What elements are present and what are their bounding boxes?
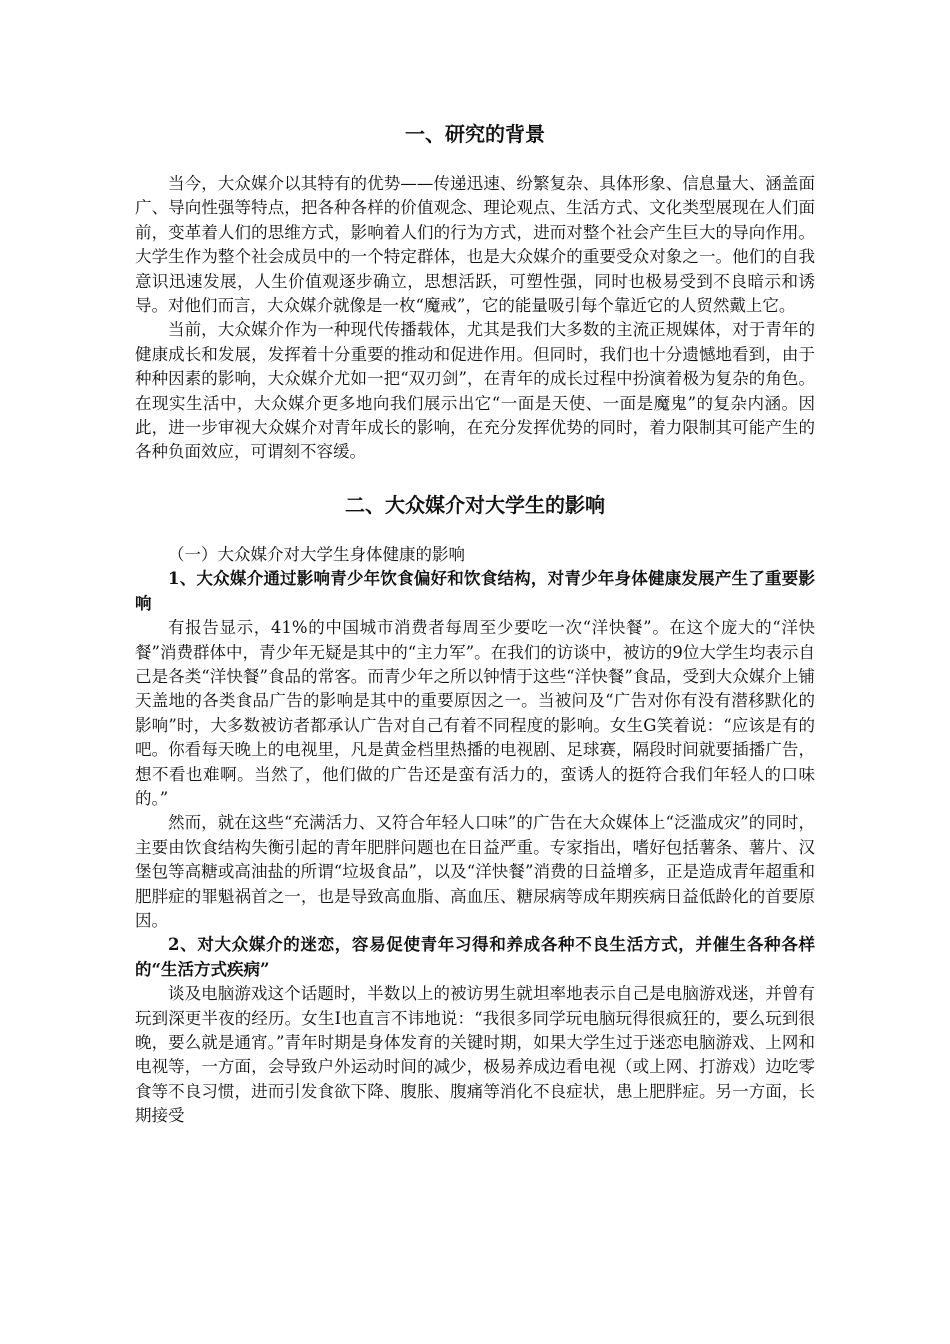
section-2-title: 二、大众媒介对大学生的影响: [345, 492, 605, 517]
point-2-heading: 2、对大众媒介的迷恋，容易促使青年习得和养成各种不良生活方式，并催生各种各样的“生活方式疾病”: [135, 935, 815, 979]
document-page: [135, 112, 815, 1129]
section-1-title: 一、研究的背景: [405, 122, 545, 146]
point-1-paragraph: 然而，就在这些“充满活力、又符合年轻人口味”的广告在大众媒体上“泛滥成灾”的同时，主要由饮食结构失衡引起的青年肥胖问题也在日益严重。专家指出，嗜好包括薯条、薯片、汉堡包等高糖或高油盐的所谓“垃圾食品”，以及“洋快餐”消费的日益增多，正是造成青年超重和肥胖症的罪魁祸首之一，也是导致高血脂、高血压、糖尿病等成年期疾病日益低龄化的首要原因。: [135, 813, 815, 930]
point-2-paragraph: 谈及电脑游戏这个话题时，半数以上的被访男生就坦率地表示自己是电脑游戏迷，并曾有玩到深更半夜的经历。女生I也直言不讳地说：“我很多同学玩电脑玩得很疯狂的，要么玩到很晚，要么就是通宵。”青年时期是身体发育的关键时期，如果大学生过于迷恋电脑游戏、上网和电视等，一方面，会导致户外运动时间的减少，极易养成边看电视（或上网、打游戏）边吃零食等不良习惯，进而引发食欲下降、腹胀、腹痛等消化不良症状，患上肥胖症。另一方面，长期接受: [135, 984, 815, 1126]
point-1-heading: 1、大众媒介通过影响青少年饮食偏好和饮食结构，对青少年身体健康发展产生了重要影响: [135, 569, 815, 613]
section-1-paragraph: 当前，大众媒介作为一种现代传播载体，尤其是我们大多数的主流正规媒体，对于青年的健康成长和发展，发挥着十分重要的推动和促进作用。但同时，我们也十分遗憾地看到，由于种种因素的影响，大众媒介尤如一把“双刃剑”，在青年的成长过程中扮演着极为复杂的角色。在现实生活中，大众媒介更多地向我们展示出它“一面是天使、一面是魔鬼”的复杂内涵。因此，进一步审视大众媒介对青年成长的影响，在充分发挥优势的同时，着力限制其可能产生的各种负面效应，可谓刻不容缓。: [135, 320, 815, 462]
subsection-heading: （一）大众媒介对大学生身体健康的影响: [168, 544, 465, 564]
section-1-paragraph: 当今，大众媒介以其特有的优势——传递迅速、纷繁复杂、具体形象、信息量大、涵盖面广、导向性强等特点，把各种各样的价值观念、理论观点、生活方式、文化类型展现在人们面前，变革着人们的思维方式，影响着人们的行为方式，进而对整个社会产生巨大的导向作用。大学生作为整个社会成员中的一个特定群体，也是大众媒介的重要受众对象之一。他们的自我意识迅速发展，人生价值观逐步确立，思想活跃，可塑性强，同时也极易受到不良暗示和诱导。对他们而言，大众媒介就像是一枚“魔戒”，它的能量吸引每个靠近它的人贸然戴上它。: [135, 174, 815, 316]
point-1-paragraph: 有报告显示，41%的中国城市消费者每周至少要吃一次“洋快餐”。在这个庞大的“洋快餐”消费群体中，青少年无疑是其中的“主力军”。在我们的访谈中，被访的9位大学生均表示自己是各类“洋快餐”食品的常客。而青少年之所以钟情于这些“洋快餐”食品，受到大众媒介上铺天盖地的各类食品广告的影响是其中的重要原因之一。当被问及“广告对你有没有潜移默化的影响”时，大多数被访者都承认广告对自己有着不同程度的影响。女生G笑着说：“应该是有的吧。你看每天晚上的电视里，凡是黄金档里热播的电视剧、足球赛，隔段时间就要插播广告，想不看也难啊。当然了，他们做的广告还是蛮有活力的，蛮诱人的挺符合我们年轻人的口味的。”: [135, 618, 815, 808]
